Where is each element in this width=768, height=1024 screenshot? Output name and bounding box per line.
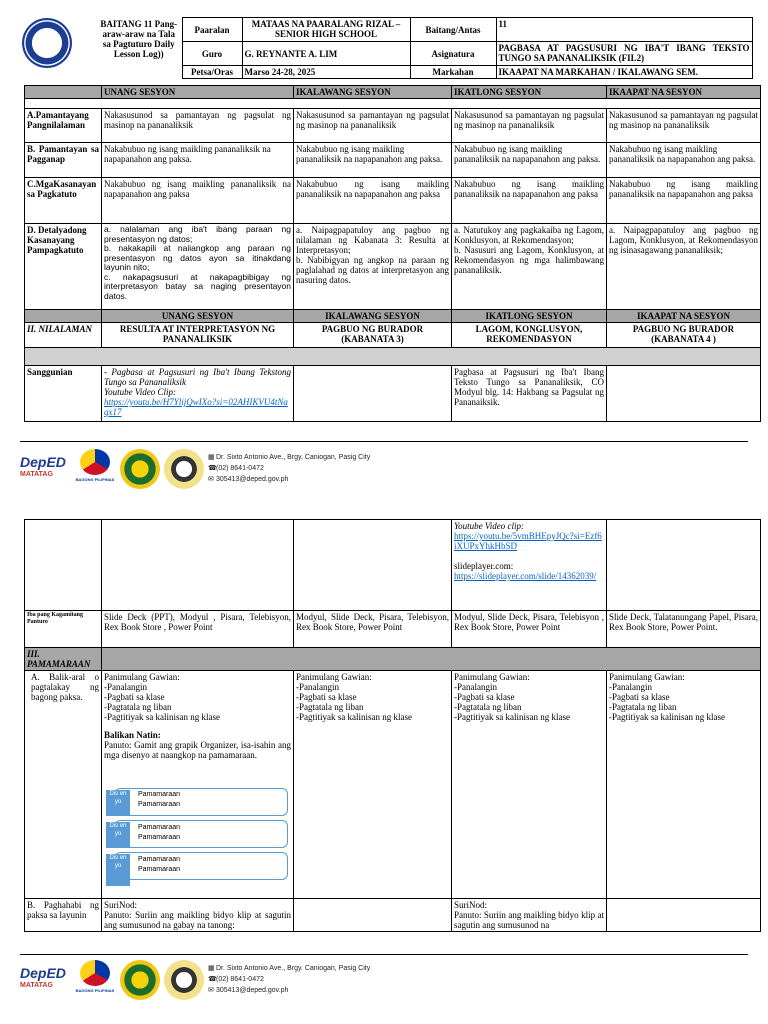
cell: Nakabubuo ng isang maikling pananaliksik na napapanahon ang paksa <box>607 178 761 224</box>
cell <box>25 520 102 611</box>
building-icon: ▦ <box>208 454 215 461</box>
cell <box>102 520 294 611</box>
cell: Nakabubuo ng isang maikling pananaliksik na napapanahon ang paksa. <box>607 143 761 178</box>
youtube-link[interactable]: https://youtu.be/H7YlijQwIXo?si=02AHIKVU4tNaqx17 <box>104 397 288 417</box>
address: Dr. Sixto Antonio Ave., Brgy. Caniogan, Pasig City <box>216 454 371 461</box>
school-seal-logo <box>164 960 204 1000</box>
cell <box>294 899 452 932</box>
cell: Nakasusunod sa pamantayan ng pagsulat ng masinop na pananaliksik <box>607 109 761 143</box>
nilalaman-cell: LAGOM, KONGLUSYON, REKOMENDASYON <box>452 323 607 348</box>
sanggunian-label: Sanggunian <box>25 366 102 422</box>
graphic-organizer <box>106 788 290 894</box>
asignatura-label: Asignatura <box>410 42 496 66</box>
cell: Slide Deck (PPT), Modyul , Pisara, Telebisyon, Rex Book Store , Power Point <box>102 611 294 648</box>
row-label: C.MgaKasanayan sa Pagkatuto <box>25 178 102 224</box>
clip-label: Youtube Video clip: <box>454 521 524 531</box>
cell: Nakasusunod sa pamantayan ng pagsulat ng masinop na pananaliksik <box>294 109 452 143</box>
petsa-value: Marso 24-28, 2025 <box>242 66 410 79</box>
corner-cell <box>25 310 102 323</box>
sanggunian-cell-3: Pagbasa at Pagsusuri ng Iba't Ibang Teksto Tungo sa Pananaliksik, CO Modyul blg. 14: Hakbang sa Pagsulat ng Pananaiksik. <box>452 366 607 422</box>
organizer-item: Pamamaraan <box>138 801 181 808</box>
clip-label: Youtube Video Clip: <box>104 387 176 397</box>
markahan-label: Markahan <box>410 66 496 79</box>
cell: SuriNod: Panuto: Suriin ang maikling bidyo klip at sagutin ang sumusunod na <box>452 899 607 932</box>
session-header: UNANG SESYON <box>102 86 294 99</box>
email: 305413@deped.gov.ph <box>216 987 289 994</box>
school-seal-logo <box>164 449 204 489</box>
nilalaman-cell: PAGBUO NG BURADOR (KABANATA 3) <box>294 323 452 348</box>
cell: Nakabubuo ng isang maikling pananaliksik na napapanahon ang paksa. <box>294 143 452 178</box>
cell: Nakabubuo ng isang maikling pananaliksik na napapanahon ang paksa. <box>452 143 607 178</box>
division-seal-logo <box>120 960 160 1000</box>
row-label: D. Detalyadong Kasanayang Pampagkatuto <box>25 224 102 310</box>
petsa-label: Petsa/Oras <box>182 66 242 79</box>
organizer-item: Pamamaraan <box>138 856 181 863</box>
phone-icon: ☎ <box>208 976 217 983</box>
session-header: IKAAPAT NA SESYON <box>607 86 761 99</box>
row-label: A.Pamantayang Pangnilalaman <box>25 109 102 143</box>
cell <box>607 366 761 422</box>
iba-label: Iba pang Kagamitang Panturo <box>25 611 102 648</box>
organizer-tab: Dis en yo <box>106 854 130 886</box>
deped-text: DepED <box>20 965 66 981</box>
cell: a. nalalaman ang iba't ibang paraan ng presentasyon ng datos; b. nakakapili at naiiangkop ang paraan ng presentasyon ng datos ayon sa itinakdang layunin nito; c. nakapagsusuri at nakapagbibigay ng interpretasyon batay sa naging presentayon datos. <box>102 224 294 310</box>
dll-label: BAITANG 11 Pang-araw-araw na Tala sa Pagtuturo Daily Lesson Log)) <box>100 18 178 59</box>
address: Dr. Sixto Antonio Ave., Brgy. Caniogan, Pasig City <box>216 965 371 972</box>
phone-icon: ☎ <box>208 465 217 472</box>
cell: Panimulang Gawian: -Panalangin -Pagbati sa klase -Pagtatala ng liban -Pagtitiyak sa kalinisan ng klase <box>294 671 452 899</box>
footer-divider <box>20 441 748 442</box>
footer-contact <box>208 452 370 485</box>
asignatura-value: PAGBASA AT PAGSUSURI NG IBA'T IBANG TEKSTO TUNGO SA PANANALIKSIK (FIL2) <box>496 42 752 66</box>
organizer-item: Pamamaraan <box>138 824 181 831</box>
session-header: IKALAWANG SESYON <box>294 310 452 323</box>
cell <box>607 520 761 611</box>
building-icon: ▦ <box>208 965 215 972</box>
baitang-value: 11 <box>496 18 752 42</box>
markahan-value: IKAAPAT NA MARKAHAN / IKALAWANG SEM. <box>496 66 752 79</box>
cell: Nakabubuo ng isang maikling pananaliksik na napapanahon ang paksa <box>294 178 452 224</box>
cell: Panimulang Gawian: -Panalangin -Pagbati sa klase -Pagtatala ng liban -Pagtitiyak sa kalinisan ng klase <box>452 671 607 899</box>
paaralan-value: MATAAS NA PAARALANG RIZAL – SENIOR HIGH SCHOOL <box>242 18 410 42</box>
balikan-text: Panuto: Gamit ang grapik Organizer, isa-isahin ang mga disenyo at naangkop na pamamaraan. <box>104 740 291 760</box>
cell <box>294 366 452 422</box>
cell: Nakabubuo ng isang maikling pananaliksik na napapanahon ang paksa <box>102 178 294 224</box>
row-label: B. Pamantayan sa Pagganap <box>25 143 102 178</box>
row-label: A. Balik-aral o pagtalakay ng bagong paksa. <box>25 671 102 899</box>
matatag-text: MATATAG <box>20 471 53 478</box>
deped-seal-logo <box>22 18 72 68</box>
guro-value: G. REYNANTE A. LIM <box>242 42 410 66</box>
session-header: IKALAWANG SESYON <box>294 86 452 99</box>
session-header: IKATLONG SESYON <box>452 310 607 323</box>
cell: Nakasusunod sa pamantayan ng pagsulat ng masinop na pananaliksik <box>102 109 294 143</box>
sanggunian-cell-1 <box>102 366 294 422</box>
lesson-table-page1 <box>24 85 761 422</box>
footer-divider <box>20 954 748 955</box>
shaded-row <box>25 348 761 366</box>
session-header: UNANG SESYON <box>102 310 294 323</box>
cell: Nakabubuo ng isang maikling pananaliksik na napapanahon ang paksa <box>452 178 607 224</box>
cell: Modyul, Slide Deck, Pisara, Telebisyon , Rex Book Store, Power Point <box>452 611 607 648</box>
phone: (02) 8641-0472 <box>216 976 264 983</box>
cell: Modyul, Slide Deck, Pisara, Telebisyon, Rex Book Store, Power Point <box>294 611 452 648</box>
matatag-text: MATATAG <box>20 982 53 989</box>
sanggunian-title: - Pagbasa at Pagsusuri ng Iba't Ibang Tekstong Tungo sa Pananaliksik <box>104 367 291 387</box>
row-label: B. Paghahabi ng paksa sa layunin <box>25 899 102 932</box>
guro-label: Guro <box>182 42 242 66</box>
cell: Panimulang Gawian: -Panalangin -Pagbati sa klase -Pagtatala ng liban -Pagtitiyak sa kalinisan ng klase <box>607 671 761 899</box>
bagong-text: BAGONG PILIPINAS <box>75 988 115 993</box>
panimulang-text: Panimulang Gawian: -Panalangin -Pagbati sa klase -Pagtatala ng liban -Pagtitiyak sa kalinisan ng klase <box>104 672 220 722</box>
organizer-item: Pamamaraan <box>138 866 181 873</box>
paaralan-label: Paaralan <box>182 18 242 42</box>
cell: Nakasusunod sa pamantayan ng pagsulat ng masinop na pananaliksik <box>452 109 607 143</box>
bagong-pilipinas-logo <box>74 960 116 996</box>
cell: a. Naipagpapatuloy ang pagbuo ng nilalaman ng Kabanata 3: Resulta at Interpretasyon; b. Nabibigyan ng angkop na paraan ng paglalahad ng datos at interpretasyon ang nasuring datos. <box>294 224 452 310</box>
cell: Nakabubuo ng isang maikling pananaliksik na napapanahon ang paksa. <box>102 143 294 178</box>
organizer-tab: Dis en yo <box>106 822 130 848</box>
session-header: IKATLONG SESYON <box>452 86 607 99</box>
footer-contact <box>208 963 370 996</box>
deped-text: DepED <box>20 454 66 470</box>
cell: Slide Deck, Talatanungang Papel, Pisara, Rex Book Store, Power Point. <box>607 611 761 648</box>
baitang-label: Baitang/Antas <box>410 18 496 42</box>
phone: (02) 8641-0472 <box>216 465 264 472</box>
session-header: IKAAPAT NA SESYON <box>607 310 761 323</box>
deped-logo <box>20 966 70 990</box>
cell: a. Naipagpapatuloy ang pagbuo ng Lagom, Konklusyon, at Rekomendasyon ng isinasagawang pananaliksik; <box>607 224 761 310</box>
email-icon: ✉ <box>208 476 214 483</box>
bagong-pilipinas-logo <box>74 449 116 485</box>
shaded-cell <box>102 648 761 671</box>
deped-logo <box>20 455 70 479</box>
slideplayer-link[interactable]: https://slideplayer.com/slide/14362039/ <box>454 571 597 581</box>
corner-cell <box>25 86 102 99</box>
organizer-tab: Dis en yo <box>106 790 130 816</box>
nilalaman-cell: PAGBUO NG BURADOR (KABANATA 4 ) <box>607 323 761 348</box>
nilalaman-label: II. NILALAMAN <box>25 323 102 348</box>
bagong-text: BAGONG PILIPINAS <box>75 477 115 482</box>
slideplayer-label: slideplayer.com: <box>454 561 514 571</box>
organizer-item: Pamamaraan <box>138 834 181 841</box>
organizer-item: Pamamaraan <box>138 791 181 798</box>
cell <box>607 899 761 932</box>
references-cell <box>452 520 607 611</box>
cell <box>294 520 452 611</box>
pamamaraan-label: III. PAMAMARAAN <box>25 648 102 671</box>
email-icon: ✉ <box>208 987 214 994</box>
balikan-title: Balikan Natin: <box>104 730 161 740</box>
cell: a. Natutukoy ang pagkakaiba ng Lagom, Konklusyon, at Rekomendasyon; b. Nasusuri ang Lagom, Konklusyon, at Rekomendasyon ng mga halimbawang pananaliksik. <box>452 224 607 310</box>
youtube-link-2[interactable]: https://youtu.be/5vmBHEpyJQc?si=Ezf6iXUPxYhkHbSD <box>454 531 602 551</box>
cell: SuriNod: Panuto: Suriin ang maikling bidyo klip at sagutin ang sumusunod na gabay na tanong: <box>102 899 294 932</box>
email: 305413@deped.gov.ph <box>216 476 289 483</box>
nilalaman-cell: RESULTA AT INTERPRETASYON NG PANANALIKSIK <box>102 323 294 348</box>
division-seal-logo <box>120 449 160 489</box>
spacer-row <box>25 99 761 109</box>
header-table <box>96 17 753 79</box>
